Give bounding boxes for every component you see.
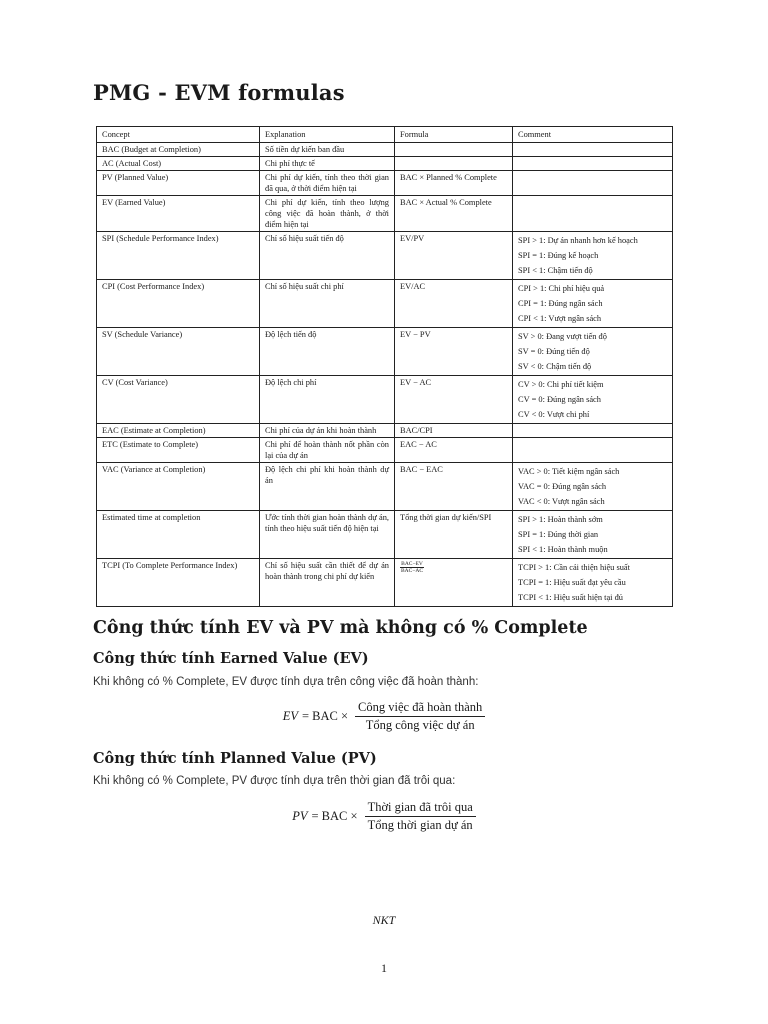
explanation-cell: Chỉ số hiệu suất chi phí — [260, 280, 395, 328]
comment-line: SPI = 1: Đúng thời gian — [518, 530, 599, 539]
concept-cell: BAC (Budget at Completion) — [97, 143, 260, 157]
comment-line: CPI < 1: Vượt ngân sách — [518, 314, 602, 323]
comment-cell — [513, 196, 673, 232]
explanation-cell: Chi phí dự kiến, tính theo lượng công việc đã hoàn thành, ở thời điểm hiện tại — [260, 196, 395, 232]
header-formula: Formula — [395, 127, 513, 143]
comment-line: SV < 0: Chậm tiến độ — [518, 362, 592, 371]
comment-cell — [513, 143, 673, 157]
ev-formula-lhs: EV — [282, 709, 298, 723]
comment-cell — [513, 157, 673, 171]
concept-cell: SPI (Schedule Performance Index) — [97, 232, 260, 280]
table-row — [97, 424, 673, 438]
comment-cell — [513, 328, 673, 376]
comment-cell — [513, 438, 673, 463]
comment-cell — [513, 376, 673, 424]
table-row — [97, 196, 673, 232]
explanation-cell: Độ lệch chi phí khi hoàn thành dự án — [260, 463, 395, 511]
page-number: 1 — [381, 961, 387, 975]
concept-cell: CPI (Cost Performance Index) — [97, 280, 260, 328]
comment-cell — [513, 280, 673, 328]
explanation-cell: Số tiền dự kiến ban đầu — [260, 143, 395, 157]
comment-cell — [513, 424, 673, 438]
author-signature: NKT — [372, 913, 396, 927]
pv-formula-lhs: PV — [292, 809, 308, 823]
comment-line: SPI < 1: Hoàn thành muộn — [518, 545, 608, 554]
header-comment: Comment — [513, 127, 673, 143]
explanation-cell: Chỉ số hiệu suất cần thiết để dự án hoàn thành trong chi phí dự kiến — [260, 559, 395, 607]
comment-cell — [513, 559, 673, 607]
formula-cell: EV/PV — [395, 232, 513, 280]
comment-line: VAC = 0: Đúng ngân sách — [518, 482, 607, 491]
concept-cell: PV (Planned Value) — [97, 171, 260, 196]
concept-cell: ETC (Estimate to Complete) — [97, 438, 260, 463]
table-row — [97, 280, 673, 328]
explanation-cell: Chỉ số hiệu suất tiến độ — [260, 232, 395, 280]
comment-line: TCPI < 1: Hiệu suất hiện tại đủ — [518, 593, 623, 602]
comment-cell — [513, 463, 673, 511]
pv-formula — [0, 800, 768, 833]
pv-denominator: Tổng thời gian dự án — [367, 818, 473, 832]
table-row — [97, 328, 673, 376]
comment-line: CPI > 1: Chi phí hiệu quả — [518, 284, 605, 293]
comment-line: CV < 0: Vượt chi phí — [518, 410, 590, 419]
formula-cell: EV/AC — [395, 280, 513, 328]
concept-cell: VAC (Variance at Completion) — [97, 463, 260, 511]
tcpi-numerator: BAC−EV — [401, 561, 423, 567]
ev-description: Khi không có % Complete, EV được tính dựa trên công việc đã hoàn thành: — [93, 676, 479, 688]
table-row — [97, 511, 673, 559]
ev-formula-eq: = BAC × — [301, 709, 349, 723]
ev-numerator: Công việc đã hoàn thành — [355, 700, 485, 717]
comment-cell — [513, 232, 673, 280]
formula-cell: BAC/CPI — [395, 424, 513, 438]
section-title: Công thức tính EV và PV mà không có % Complete — [93, 618, 588, 638]
table-row — [97, 438, 673, 463]
pv-subtitle: Công thức tính Planned Value (PV) — [93, 750, 377, 767]
formula-cell: BAC × Planned % Complete — [395, 171, 513, 196]
comment-line: CPI = 1: Đúng ngân sách — [518, 299, 603, 308]
comment-cell — [513, 171, 673, 196]
comment-line: TCPI > 1: Cần cải thiện hiệu suất — [518, 563, 630, 572]
explanation-cell: Chi phí của dự án khi hoàn thành — [260, 424, 395, 438]
comment-line: VAC > 0: Tiết kiệm ngân sách — [518, 467, 620, 476]
formula-cell: BAC × Actual % Complete — [395, 196, 513, 232]
table-row — [97, 157, 673, 171]
table-row — [97, 171, 673, 196]
tcpi-denominator: BAC−AC — [401, 568, 424, 574]
ev-formula — [0, 700, 768, 733]
comment-line: SPI > 1: Dự án nhanh hơn kế hoạch — [518, 236, 638, 245]
concept-cell: Estimated time at completion — [97, 511, 260, 559]
table-row — [97, 376, 673, 424]
comment-line: SPI = 1: Đúng kế hoạch — [518, 251, 599, 260]
table-row — [97, 559, 673, 607]
table-header-row — [97, 127, 673, 143]
header-explanation: Explanation — [260, 127, 395, 143]
ev-subtitle: Công thức tính Earned Value (EV) — [93, 650, 369, 667]
comment-line: VAC < 0: Vượt ngân sách — [518, 497, 605, 506]
evm-formulas-table — [96, 126, 673, 607]
formula-cell — [395, 559, 513, 607]
pv-numerator: Thời gian đã trôi qua — [365, 800, 476, 817]
concept-cell: CV (Cost Variance) — [97, 376, 260, 424]
comment-line: SV > 0: Đang vượt tiến độ — [518, 332, 607, 341]
formula-cell: Tổng thời gian dự kiến/SPI — [395, 511, 513, 559]
concept-cell: EV (Earned Value) — [97, 196, 260, 232]
formula-cell: BAC − EAC — [395, 463, 513, 511]
explanation-cell: Độ lệch tiến độ — [260, 328, 395, 376]
table-row — [97, 463, 673, 511]
explanation-cell: Chi phí dự kiến, tính theo thời gian đã qua, ở thời điểm hiện tại — [260, 171, 395, 196]
pv-formula-eq: = BAC × — [311, 809, 358, 823]
formula-cell — [395, 143, 513, 157]
page-title: PMG - EVM formulas — [93, 80, 345, 105]
explanation-cell: Ước tính thời gian hoàn thành dự án, tính theo hiệu suất tiến độ hiện tại — [260, 511, 395, 559]
pv-description: Khi không có % Complete, PV được tính dựa trên thời gian đã trôi qua: — [93, 775, 456, 787]
comment-line: TCPI = 1: Hiệu suất đạt yêu cầu — [518, 578, 626, 587]
explanation-cell: Độ lệch chi phí — [260, 376, 395, 424]
ev-denominator: Tổng công việc dự án — [365, 718, 475, 732]
concept-cell: SV (Schedule Variance) — [97, 328, 260, 376]
pv-formula-fraction — [365, 800, 476, 833]
header-concept: Concept — [97, 127, 260, 143]
ev-formula-fraction — [355, 700, 485, 733]
formula-cell: EAC − AC — [395, 438, 513, 463]
concept-cell: EAC (Estimate at Completion) — [97, 424, 260, 438]
formula-cell: EV − PV — [395, 328, 513, 376]
formula-cell: EV − AC — [395, 376, 513, 424]
comment-line: CV > 0: Chi phí tiết kiệm — [518, 380, 604, 389]
comment-line: SPI > 1: Hoàn thành sớm — [518, 515, 603, 524]
comment-line: SV = 0: Đúng tiến độ — [518, 347, 590, 356]
table-row — [97, 143, 673, 157]
table-body — [97, 143, 673, 607]
tcpi-formula-fraction — [400, 561, 424, 574]
explanation-cell: Chi phí để hoàn thành nốt phần còn lại của dự án — [260, 438, 395, 463]
comment-line: CV = 0: Đúng ngân sách — [518, 395, 601, 404]
formula-cell — [395, 157, 513, 171]
concept-cell: AC (Actual Cost) — [97, 157, 260, 171]
concept-cell: TCPI (To Complete Performance Index) — [97, 559, 260, 607]
explanation-cell: Chi phí thực tế — [260, 157, 395, 171]
comment-cell — [513, 511, 673, 559]
table-row — [97, 232, 673, 280]
comment-line: SPI < 1: Chậm tiến độ — [518, 266, 593, 275]
